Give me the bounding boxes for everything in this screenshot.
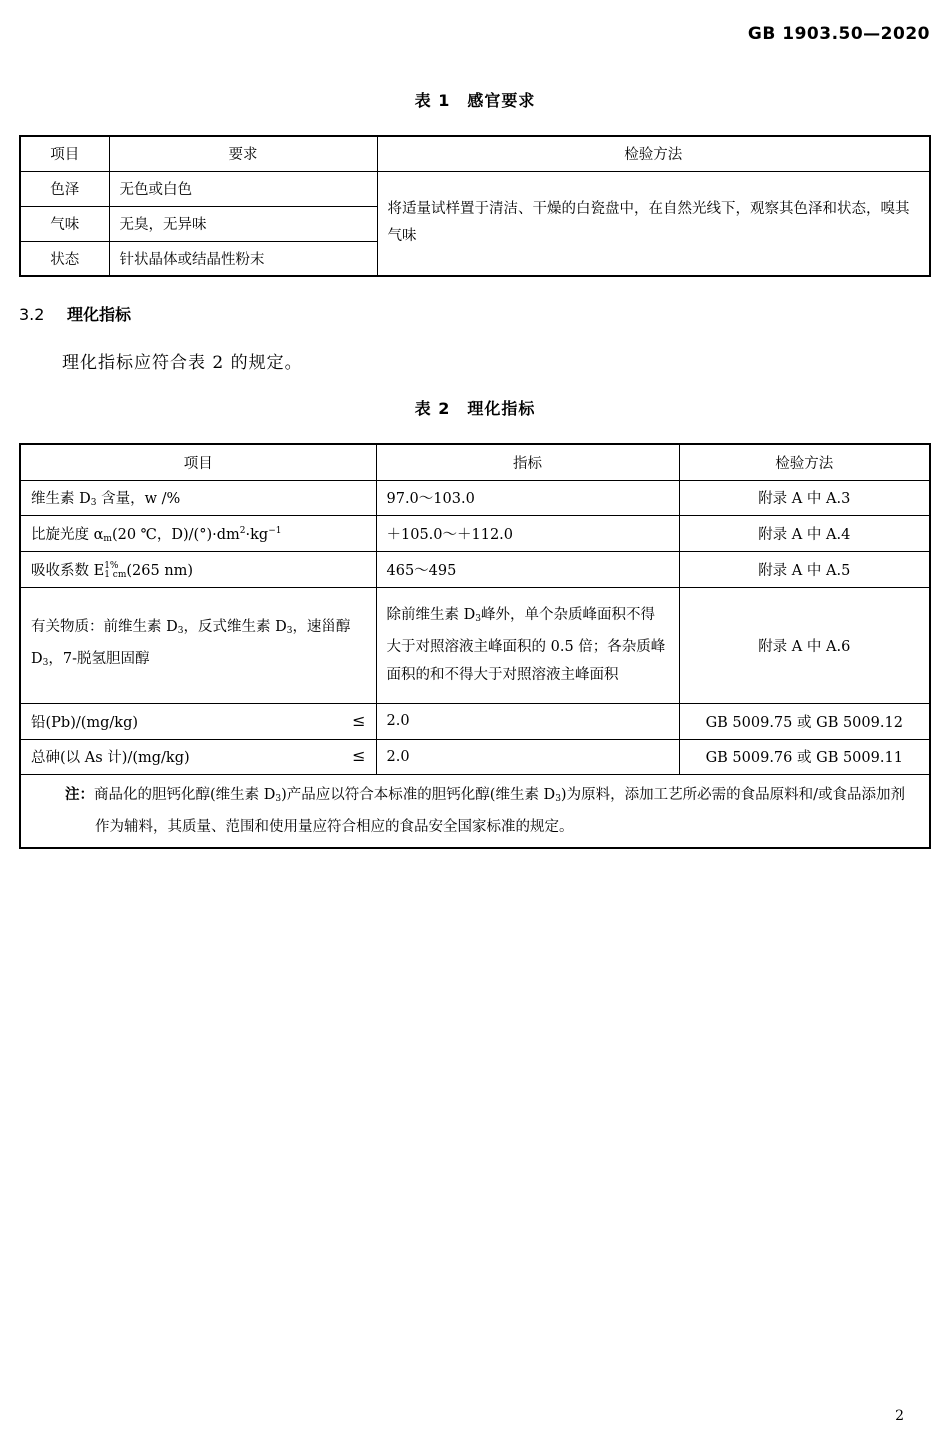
table-row xyxy=(20,515,930,551)
row-item: 铅(Pb)/(mg/kg) ≤ xyxy=(20,703,376,739)
row-requirement: 无色或白色 xyxy=(109,171,377,206)
table-row xyxy=(20,587,930,703)
row-requirement: 针状晶体或结晶性粉末 xyxy=(109,241,377,276)
row-item: 状态 xyxy=(20,241,109,276)
row-value: 2.0 xyxy=(376,739,679,774)
table-note-row xyxy=(20,774,930,848)
standard-number: GB 1903.50—2020 xyxy=(747,24,930,44)
table-header-row xyxy=(20,136,930,171)
col-header-requirement: 要求 xyxy=(109,136,377,171)
row-item: 比旋光度 $\alpha_m(20$ ℃，$D)/(^\circ)\cdot dm^2\cdot kg^{-1}$ xyxy=(20,515,376,551)
row-item: 维生素 $D_3$ 含量，w /% xyxy=(20,480,376,515)
row-item: 气味 xyxy=(20,206,109,241)
row-item: 总砷(以 As 计)/(mg/kg) ≤ xyxy=(20,739,376,774)
table-row xyxy=(20,739,930,774)
row-method: 附录 A 中 A.3 xyxy=(679,480,930,515)
col-header-index: 指标 xyxy=(376,444,679,480)
col-header-item: 项目 xyxy=(20,444,376,480)
row-requirement: 无臭，无异味 xyxy=(109,206,377,241)
row-value: 97.0～103.0 xyxy=(376,480,679,515)
row-value: 2.0 xyxy=(376,703,679,739)
col-header-method: 检验方法 xyxy=(679,444,930,480)
note-label: 注： xyxy=(65,786,94,803)
section-title: 理化指标 xyxy=(67,305,132,324)
less-equal-symbol: ≤ xyxy=(352,710,366,730)
section-number: 3.2 xyxy=(19,305,45,324)
row-item: 色泽 xyxy=(20,171,109,206)
row-value: ＋105.0～＋112.0 xyxy=(376,515,679,551)
row-method: 附录 A 中 A.4 xyxy=(679,515,930,551)
table2-caption: 表 2 理化指标 xyxy=(414,399,536,418)
table-header-row xyxy=(20,444,930,480)
row-value: 除前维生素 $D_3$峰外，单个杂质峰面积不得大于对照溶液主峰面积的 0.5 倍；各杂质峰面积的和不得大于对照溶液主峰面积 xyxy=(376,587,679,703)
row-method: 附录 A 中 A.6 xyxy=(679,587,930,703)
col-header-item: 项目 xyxy=(20,136,109,171)
section-paragraph: 理化指标应符合表 2 的规定。 xyxy=(62,353,303,373)
row-method: 附录 A 中 A.5 xyxy=(679,551,930,587)
table-row xyxy=(20,480,930,515)
row-value: 465～495 xyxy=(376,551,679,587)
row-item: 吸收系数 E 1% 1 cm (265 nm) xyxy=(20,551,376,587)
row-item: 有关物质：前维生素 $D_3$，反式维生素 $D_3$，速甾醇 $D_3$，7-脱氢胆固醇 xyxy=(20,587,376,703)
table-row xyxy=(20,551,930,587)
sensory-requirements-table xyxy=(19,135,931,277)
page-number: 2 xyxy=(895,1408,904,1424)
table-note: 注：商品化的胆钙化醇(维生素 $D_3$)产品应以符合本标准的胆钙化醇(维生素 $D_3$)为原料，添加工艺所必需的食品原料和/或食品添加剂作为辅料，其质量、范围和使用量应符合相应的食品安全国家标准的规定。 xyxy=(20,774,930,848)
table-row xyxy=(20,703,930,739)
physicochemical-table xyxy=(19,443,931,849)
table-row xyxy=(20,171,930,206)
inspection-method: 将适量试样置于清洁、干燥的白瓷盘中，在自然光线下，观察其色泽和状态，嗅其气味 xyxy=(377,171,930,276)
less-equal-symbol: ≤ xyxy=(352,746,366,765)
col-header-method: 检验方法 xyxy=(377,136,930,171)
row-method: GB 5009.75 或 GB 5009.12 xyxy=(679,703,930,739)
row-method: GB 5009.76 或 GB 5009.11 xyxy=(679,739,930,774)
section-heading xyxy=(19,302,131,325)
table1-caption: 表 1 感官要求 xyxy=(414,91,536,110)
